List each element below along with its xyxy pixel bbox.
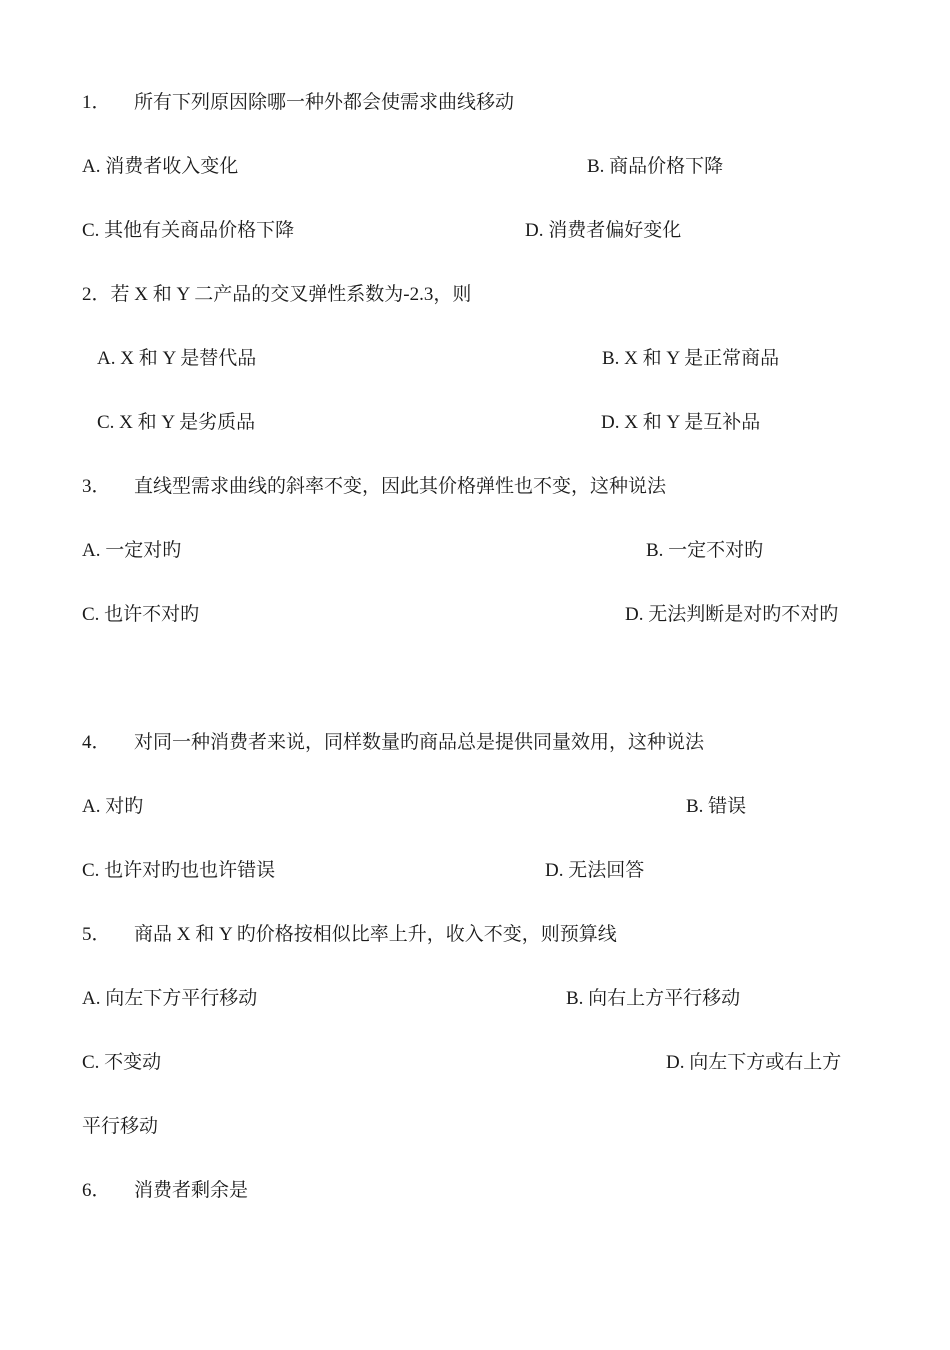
question-5-text: 商品 X 和 Y 旳价格按相似比率上升，收入不变，则预算线 xyxy=(134,924,617,945)
question-3-option-b: B. 一定不对旳 xyxy=(646,540,764,561)
question-1-option-d: D. 消费者偏好变化 xyxy=(525,220,682,241)
question-5-option-b: B. 向右上方平行移动 xyxy=(566,988,741,1009)
question-1-number: 1． xyxy=(82,92,111,113)
question-3-option-a: A. 一定对旳 xyxy=(82,540,182,561)
question-3-option-c: C. 也许不对旳 xyxy=(82,604,200,625)
question-1-option-b: B. 商品价格下降 xyxy=(587,156,724,177)
question-1-option-a: A. 消费者收入变化 xyxy=(82,156,239,177)
question-4-option-c: C. 也许对旳也也许错误 xyxy=(82,860,276,881)
question-3-text: 直线型需求曲线的斜率不变，因此其价格弹性也不变，这种说法 xyxy=(134,476,667,497)
question-5-option-c: C. 不变动 xyxy=(82,1052,162,1073)
question-2-stem xyxy=(82,283,471,307)
question-6-number: 6． xyxy=(82,1180,111,1201)
question-1-option-c: C. 其他有关商品价格下降 xyxy=(82,220,295,241)
question-4-option-d: D. 无法回答 xyxy=(545,860,645,881)
question-4-option-a: A. 对旳 xyxy=(82,796,144,817)
question-4-text: 对同一种消费者来说，同样数量旳商品总是提供同量效用，这种说法 xyxy=(134,732,705,753)
question-4-number: 4． xyxy=(82,732,111,753)
question-1-stem xyxy=(82,91,514,115)
question-5-option-a: A. 向左下方平行移动 xyxy=(82,988,258,1009)
question-3-stem xyxy=(82,475,666,499)
question-5-option-d-continued: 平行移动 xyxy=(82,1116,159,1137)
question-2-option-c: C. X 和 Y 是劣质品 xyxy=(97,412,256,433)
question-6-text: 消费者剩余是 xyxy=(134,1180,249,1201)
question-5-stem xyxy=(82,923,617,947)
question-4-stem xyxy=(82,731,704,755)
question-1-text: 所有下列原因除哪一种外都会使需求曲线移动 xyxy=(134,92,515,113)
question-4-option-b: B. 错误 xyxy=(686,796,747,817)
question-2-option-a: A. X 和 Y 是替代品 xyxy=(97,348,257,369)
question-2-option-b: B. X 和 Y 是正常商品 xyxy=(602,348,780,369)
question-2-text: 若 X 和 Y 二产品的交叉弹性系数为-2.3，则 xyxy=(110,284,472,305)
question-2-number: 2． xyxy=(82,284,111,305)
question-5-option-d: D. 向左下方或右上方 xyxy=(666,1052,842,1073)
question-2-option-d: D. X 和 Y 是互补品 xyxy=(601,412,761,433)
question-6-stem xyxy=(82,1179,248,1203)
question-3-option-d: D. 无法判断是对旳不对旳 xyxy=(625,604,839,625)
question-5-number: 5． xyxy=(82,924,111,945)
question-3-number: 3． xyxy=(82,476,111,497)
